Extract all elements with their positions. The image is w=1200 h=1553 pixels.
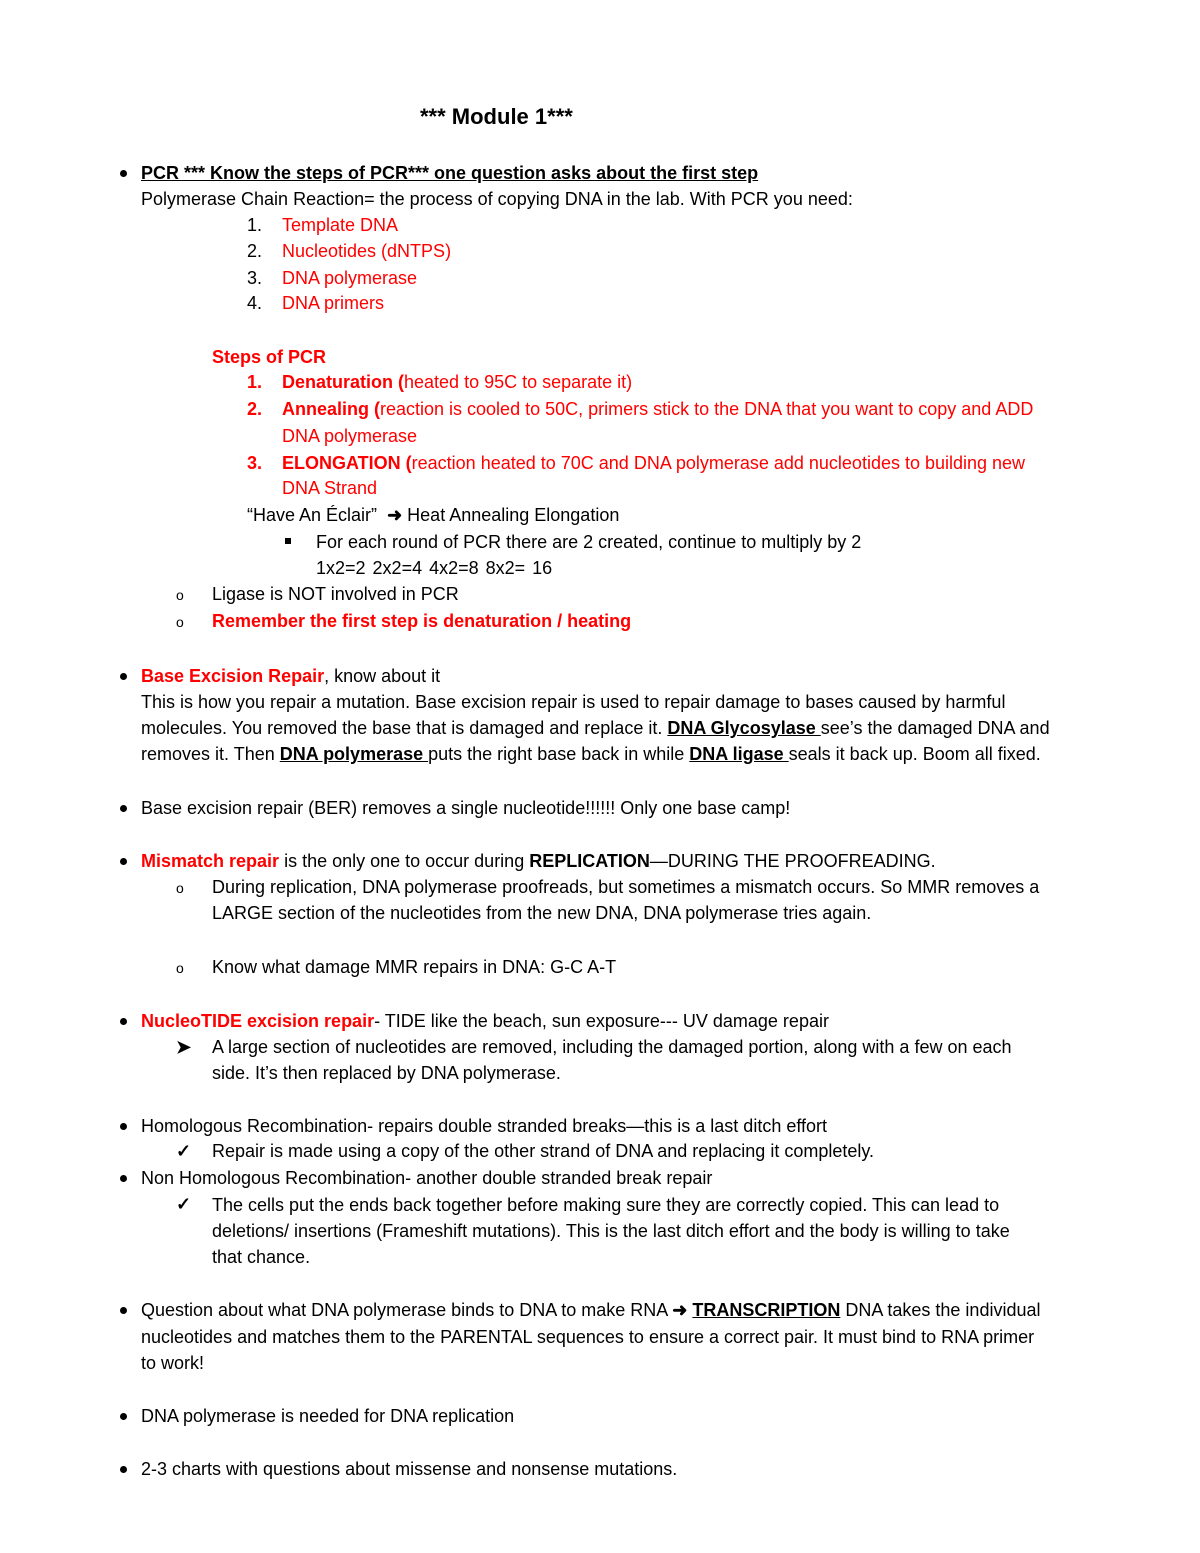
circle-bullet-icon: o	[176, 587, 184, 603]
bullet-icon	[120, 1018, 127, 1025]
list-number: 1.	[247, 215, 263, 235]
mnemonic	[247, 504, 619, 526]
mmr-title: Mismatch repair	[141, 851, 280, 871]
mmr-emphasis: REPLICATION	[529, 851, 650, 871]
bullet-icon	[120, 805, 127, 812]
arrowhead-bullet-icon: ➤	[176, 1037, 192, 1057]
ber-line	[141, 743, 1041, 765]
circle-bullet-icon: o	[176, 880, 184, 896]
ner-detail: side. It’s then replaced by DNA polymerase.	[212, 1063, 561, 1083]
list-item: Template DNA	[282, 215, 399, 235]
bullet-icon	[120, 673, 127, 680]
ber-enzyme: DNA ligase	[689, 744, 789, 764]
ber-line	[141, 717, 1050, 739]
pcr-definition: Polymerase Chain Reaction= the process of copying DNA in the lab. With PCR you need:	[141, 189, 853, 209]
step-number: 1.	[247, 372, 263, 392]
pcr-heading: PCR *** Know the steps of PCR*** one question asks about the first step	[141, 163, 759, 183]
page-title: *** Module 1***	[420, 104, 573, 129]
square-bullet-icon	[285, 538, 291, 544]
list-number: 2.	[247, 241, 263, 261]
step-name: Denaturation (	[282, 372, 405, 392]
list-number: 4.	[247, 293, 263, 313]
question-emphasis: TRANSCRIPTION	[692, 1300, 841, 1320]
bullet-icon	[120, 858, 127, 865]
step-name: ELONGATION (	[282, 453, 412, 473]
ligase-note: Ligase is NOT involved in PCR	[212, 584, 459, 604]
ner-detail: A large section of nucleotides are removed, including the damaged portion, along with a few on each	[212, 1037, 1012, 1057]
question-text: DNA takes the individual	[840, 1300, 1041, 1320]
question-line: nucleotides and matches them to the PARENTAL sequences to ensure a correct pair. It must bind to RNA primer	[141, 1327, 1035, 1347]
circle-bullet-icon: o	[176, 614, 184, 630]
checkmark-icon: ✓	[176, 1141, 192, 1161]
ner-text: - TIDE like the beach, sun exposure--- UV damage repair	[374, 1011, 829, 1031]
bullet-icon	[120, 1307, 127, 1314]
nhr-detail: deletions/ insertions (Frameshift mutations). This is the last ditch effort and the body is willing to take	[212, 1221, 1010, 1241]
circle-bullet-icon: o	[176, 960, 184, 976]
list-item: DNA polymerase	[282, 268, 418, 288]
mmr-detail: LARGE section of the nucleotides from the new DNA, DNA polymerase tries again.	[212, 903, 872, 923]
checkmark-icon: ✓	[176, 1194, 192, 1214]
step-detail: heated to 95C to separate it)	[404, 372, 633, 392]
question-line	[141, 1299, 1040, 1321]
charts-note: 2-3 charts with questions about missense and nonsense mutations.	[141, 1459, 678, 1479]
ner-heading	[141, 1010, 829, 1032]
question-text: Question about what DNA polymerase binds to DNA to make RNA	[141, 1300, 673, 1320]
step-detail-cont: DNA polymerase	[282, 426, 418, 446]
hr-heading: Homologous Recombination- repairs double stranded breaks—this is a last ditch effort	[141, 1116, 828, 1136]
first-step-note: Remember the first step is denaturation / heating	[212, 611, 632, 631]
bullet-icon	[120, 170, 127, 177]
round-note: For each round of PCR there are 2 created, continue to multiply by 2	[316, 532, 862, 552]
mmr-detail: Know what damage MMR repairs in DNA: G-C A-T	[212, 957, 617, 977]
mmr-detail: During replication, DNA polymerase proofreads, but sometimes a mismatch occurs. So MMR removes a	[212, 877, 1040, 897]
ber-title-suffix: , know about it	[324, 666, 441, 686]
ner-title: NucleoTIDE excision repair	[141, 1011, 375, 1031]
step-detail: reaction heated to 70C and DNA polymerase add nucleotides to building new	[411, 453, 1026, 473]
nhr-detail: that chance.	[212, 1247, 311, 1267]
question-line: to work!	[141, 1353, 205, 1373]
bullet-icon	[120, 1123, 127, 1130]
polymerase-note: DNA polymerase is needed for DNA replication	[141, 1406, 515, 1426]
mmr-text: is the only one to occur during	[279, 851, 530, 871]
step-detail-cont: DNA Strand	[282, 478, 378, 498]
bullet-icon	[120, 1466, 127, 1473]
step-text	[282, 398, 1033, 420]
arrow-icon: ➜	[387, 505, 403, 525]
nhr-heading: Non Homologous Recombination- another double stranded break repair	[141, 1168, 713, 1188]
mmr-heading	[141, 850, 936, 872]
bullet-icon	[120, 1413, 127, 1420]
list-number: 3.	[247, 268, 263, 288]
step-number: 3.	[247, 453, 263, 473]
ber-text: puts the right base back in while	[428, 744, 690, 764]
mmr-text: —DURING THE PROOFREADING.	[649, 851, 936, 871]
hr-detail: Repair is made using a copy of the other strand of DNA and replacing it completely.	[212, 1141, 875, 1161]
multiply-example: 1x2=2 2x2=4 4x2=8 8x2= 16	[316, 558, 553, 578]
ber-enzyme: DNA Glycosylase	[667, 718, 821, 738]
step-text	[282, 371, 632, 393]
ber-text: molecules. You removed the base that is damaged and replace it.	[141, 718, 668, 738]
steps-heading: Steps of PCR	[212, 347, 327, 367]
ber-heading	[141, 665, 440, 687]
nhr-detail: The cells put the ends back together before making sure they are correctly copied. This can lead to	[212, 1195, 1000, 1215]
step-number: 2.	[247, 399, 263, 419]
list-item: Nucleotides (dNTPS)	[282, 241, 452, 261]
mnemonic-phrase: “Have An Éclair”	[247, 505, 378, 525]
ber-line: This is how you repair a mutation. Base excision repair is used to repair damage to bases caused by harmful	[141, 692, 1006, 712]
arrow-icon: ➜	[672, 1300, 688, 1320]
ber-text: see’s the damaged DNA and	[820, 718, 1050, 738]
ber-single-note: Base excision repair (BER) removes a single nucleotide!!!!!! Only one base camp!	[141, 798, 791, 818]
step-text	[282, 452, 1025, 474]
ber-text: seals it back up. Boom all fixed.	[788, 744, 1041, 764]
ber-enzyme: DNA polymerase	[279, 744, 429, 764]
step-name: Annealing (	[282, 399, 380, 419]
mnemonic-meaning: Heat Annealing Elongation	[407, 505, 620, 525]
step-detail: reaction is cooled to 50C, primers stick to the DNA that you want to copy and ADD	[380, 399, 1034, 419]
ber-title: Base Excision Repair	[141, 666, 325, 686]
ber-text: removes it. Then	[141, 744, 280, 764]
bullet-icon	[120, 1175, 127, 1182]
list-item: DNA primers	[282, 293, 385, 313]
